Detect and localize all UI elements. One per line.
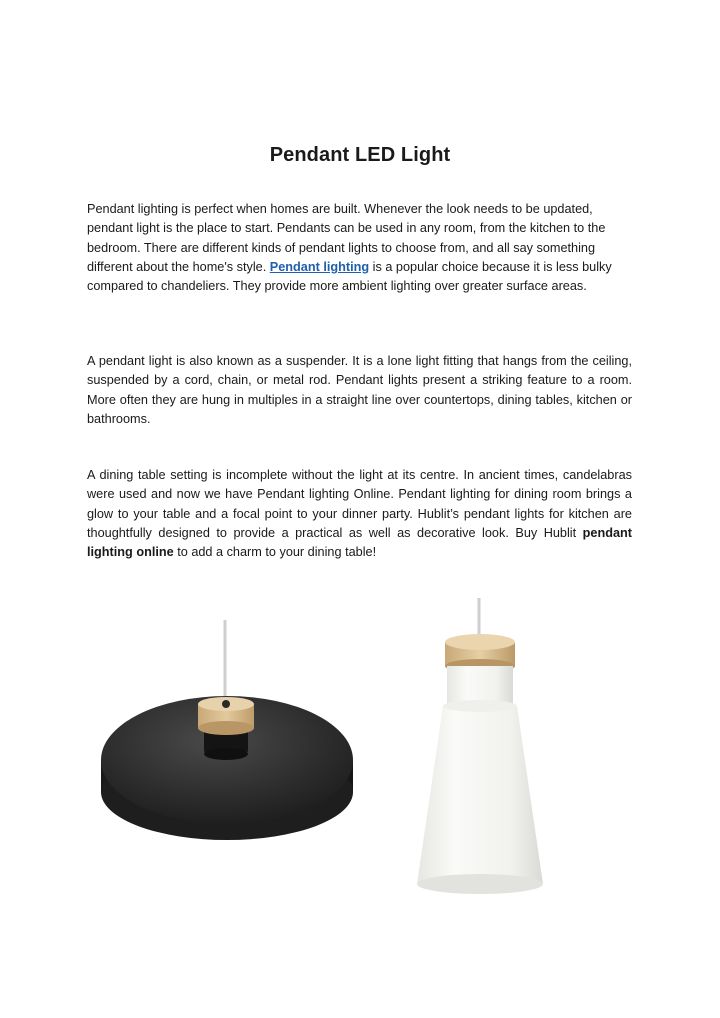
pendant-lighting-online-bold: pendant lighting online	[87, 525, 632, 560]
paragraph-definition: A pendant light is also known as a suspender. It is a lone light fitting that hangs from the ceiling, suspended by a cord, chain, or metal rod. Pendant lights present a striking feature to a room. More often they are hung in multiples in a straight line over countertops, dining tables, kitchen or bathrooms.	[87, 354, 632, 426]
product-images	[87, 598, 632, 928]
paragraph-intro	[87, 200, 632, 296]
paragraph-dining-text-after: to add a charm to your dining table!	[173, 545, 377, 560]
page-title: Pendant LED Light	[269, 144, 451, 166]
paragraph-intro-text-before: Pendant lighting is perfect when homes are built. Whenever the look needs to be updated, pendant light is the place to start. Pendants can be used in any room, from the kitchen to the bedroom. There are different kinds of pendant lights to choose from, and all say something different about the home's style.	[87, 202, 606, 274]
black-pendant-lamp-icon	[87, 620, 367, 920]
paragraph-dining	[87, 466, 632, 562]
paragraph-intro-text-after: is a popular choice because it is less bulky compared to chandeliers. They provide more ambient lighting over greater surface areas.	[87, 259, 612, 294]
pendant-lighting-link[interactable]: Pendant lighting	[269, 259, 370, 274]
paragraph-dining-text-before: A dining table setting is incomplete without the light at its centre. In ancient times, candelabras were used and now we have Pendant lighting Online. Pendant lighting for dining room brings a glow to your table and a focal point to your dinner party. Hublit’s pendant lights for kitchen are thoughtfully designed to provide a practical as well as decorative look. Buy Hublit	[87, 468, 632, 540]
white-pendant-lamp-icon	[397, 598, 637, 928]
